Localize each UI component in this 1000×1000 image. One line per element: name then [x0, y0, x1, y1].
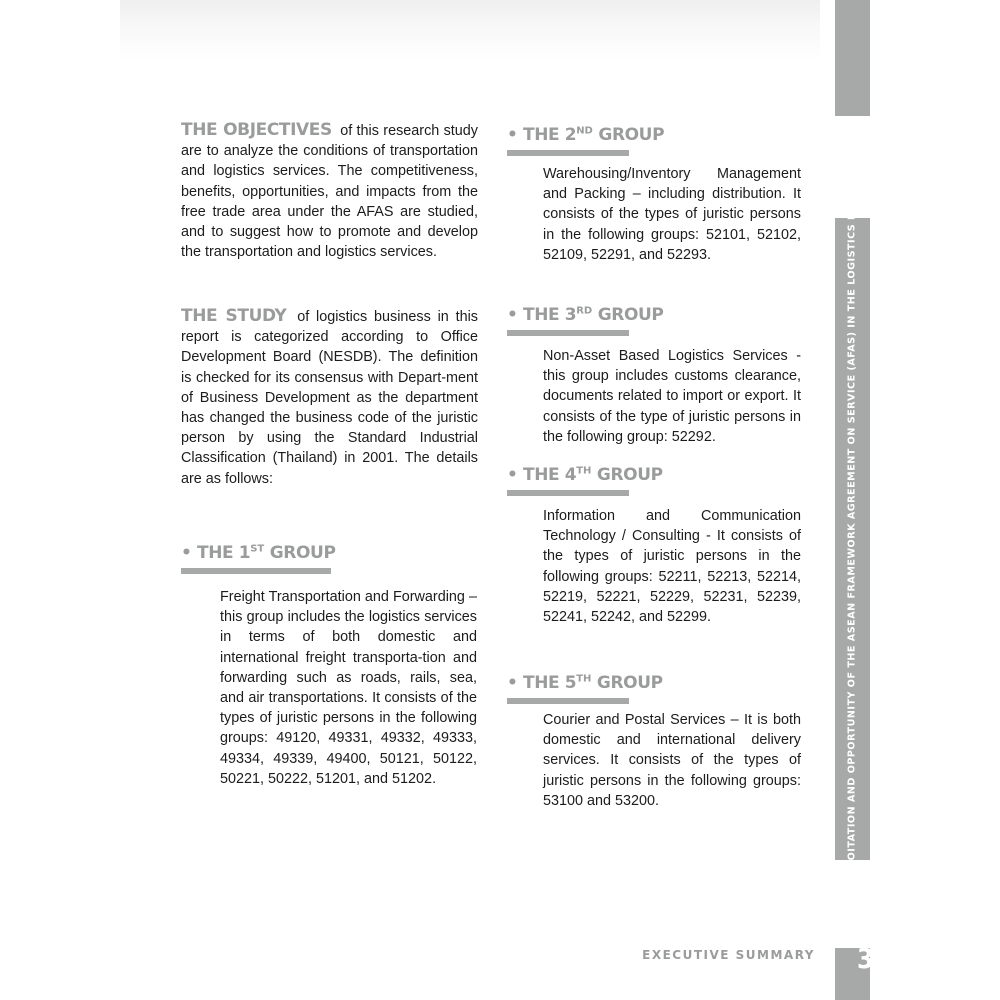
objectives-paragraph — [181, 120, 478, 262]
objectives-text: of this research study are to analyze the conditions of transportation and logistics services. The competitiveness, benefits, opportunities, and impacts from the free trade area under the AFAS are studied, and to suggest how to promote and develop the transportation and logistics services. — [181, 123, 478, 261]
group-1-bullet: • — [181, 543, 192, 563]
group-1-title-prefix: THE 1 — [197, 543, 251, 563]
group-4-bullet: • — [507, 465, 518, 485]
group-3-heading — [507, 304, 664, 336]
group-4-underline — [507, 490, 629, 496]
group-3-ordinal-suffix: RD — [576, 305, 593, 317]
group-5-bullet: • — [507, 673, 518, 693]
group-3-underline — [507, 330, 629, 336]
top-fade-decoration — [120, 0, 820, 60]
group-3-text: Non-Asset Based Logistics Services - this group includes customs clearance, documents related to import or export. It consists of the type of juristic persons in the following group: 52292. — [543, 348, 801, 445]
group-4-title-prefix: THE 4 — [523, 465, 577, 485]
group-5-title-word: GROUP — [596, 673, 663, 693]
group-4-ordinal-suffix: TH — [576, 465, 592, 477]
objectives-lead: THE OBJECTIVES — [181, 120, 332, 140]
group-2-ordinal-suffix: ND — [576, 125, 593, 137]
group-5-text: Courier and Postal Services – It is both domestic and international delivery services. It consists of the types of juristic persons in the following groups: 53100 and 53200. — [543, 712, 801, 809]
side-title: THE EXPLOITATION AND OPPORTUNITY OF THE ASEAN FRAMEWORK AGREEMENT ON SERVICE (AFAS) IN THE LOGISTICS BUSINESS — [846, 162, 858, 916]
group-1-text: Freight Transportation and Forwarding – this group includes the logistics services in terms of both domestic and international freight transporta-tion and forwarding such as roads, rails, sea, and air transportations. It consists of the types of juristic persons in the following groups: 49120, 49331, 49332, 49333, 49334, 49339, 49400, 50121, 50122, 50221, 50222, 51201, and 51202. — [220, 589, 477, 787]
group-1-title-word: GROUP — [269, 543, 336, 563]
group-4-text: Information and Communication Technology / Consulting - It consists of the types of juristic persons in the following groups: 52211, 52213, 52214, 52219, 52221, 52229, 52231, 52239, 52241, 52242, and 52299. — [543, 508, 801, 626]
group-3-title-prefix: THE 3 — [523, 305, 577, 325]
group-2-heading — [507, 124, 665, 156]
group-2-bullet: • — [507, 125, 518, 145]
group-3-bullet: • — [507, 305, 518, 325]
group-4-heading — [507, 464, 663, 496]
group-3-title-word: GROUP — [597, 305, 664, 325]
study-paragraph — [181, 306, 478, 489]
page-number: 3 — [857, 942, 874, 975]
footer-section-label: EXECUTIVE SUMMARY — [642, 948, 815, 962]
group-5-heading — [507, 672, 663, 704]
group-4-title-word: GROUP — [596, 465, 663, 485]
group-5-underline — [507, 698, 629, 704]
group-1-underline — [181, 568, 331, 574]
group-5-ordinal-suffix: TH — [576, 673, 592, 685]
top-edge-tab — [835, 0, 870, 116]
group-2-text: Warehousing/Inventory Management and Packing – including distribution. It consists of the types of juristic persons in the following groups: 52101, 52102, 52109, 52291, and 52293. — [543, 166, 801, 263]
group-1-ordinal-suffix: ST — [250, 543, 265, 555]
study-lead: THE STUDY — [181, 306, 287, 326]
group-2-title-word: GROUP — [598, 125, 665, 145]
group-2-title-prefix: THE 2 — [523, 125, 577, 145]
group-1-heading — [181, 542, 336, 574]
study-text: of logistics business in this report is categorized according to Office Development Board (NESDB). The definition is checked for its consensus with Depart-ment of Business Development as the department has changed the business code of the juristic person by using the Standard Industrial Classification (Thailand) in 2001. The details are as follows: — [181, 309, 478, 487]
group-2-underline — [507, 150, 629, 156]
group-5-title-prefix: THE 5 — [523, 673, 577, 693]
